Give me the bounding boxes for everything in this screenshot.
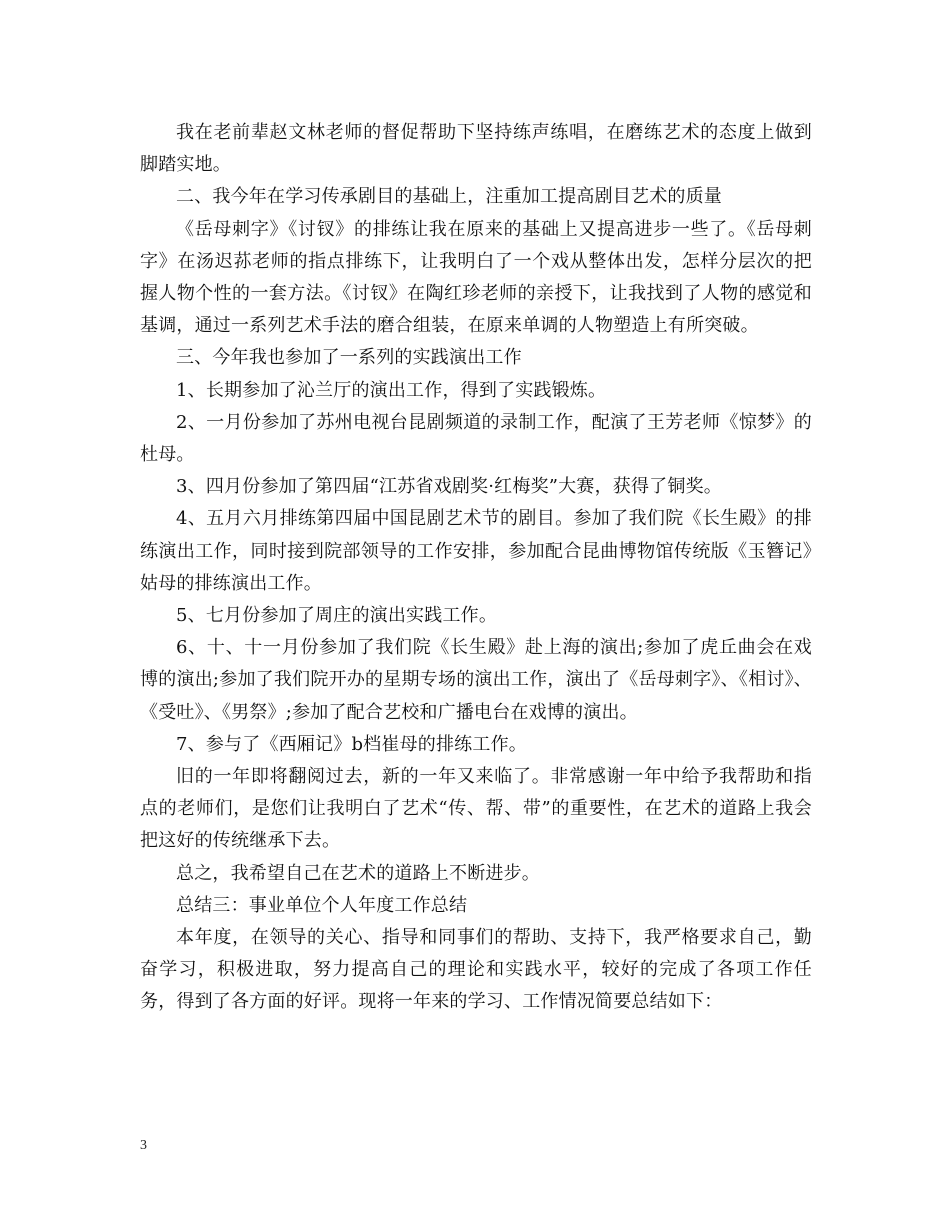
- list-item-2: 2、一月份参加了苏州电视台昆剧频道的录制工作，配演了王芳老师《惊梦》的杜母。: [140, 411, 812, 466]
- list-item-6: 6、十、十一月份参加了我们院《长生殿》赴上海的演出;参加了虎丘曲会在戏博的演出;参加了我们院开办的星期专场的演出工作，演出了《岳母刺字》、《相讨》、《受吐》、《男祭》;参加了配合艺校和广播电台在戏博的演出。: [140, 637, 812, 723]
- paragraph-summary-intro: 本年度，在领导的关心、指导和同事们的帮助、支持下，我严格要求自己，勤奋学习，积极进取，努力提高自己的理论和实践水平，较好的完成了各项工作任务，得到了各方面的好评。现将一年来的学习、工作情况简要总结如下：: [140, 927, 812, 1013]
- page-number: 3: [140, 1138, 147, 1153]
- paragraph-continuation: 我在老前辈赵文林老师的督促帮助下坚持练声练唱，在磨练艺术的态度上做到脚踏实地。: [140, 122, 812, 176]
- paragraph-repertoire: 《岳母刺字》《讨钗》的排练让我在原来的基础上又提高进步一些了。《岳母刺字》在汤迟荪老师的指点排练下，让我明白了一个戏从整体出发，怎样分层次的把握人物个性的一套方法。《讨钗》在陶红珍老师的亲授下，让我找到了人物的感觉和基调，通过一系列艺术手法的磨合组装，在原来单调的人物塑造上有所突破。: [140, 218, 812, 337]
- list-item-3: 3、四月份参加了第四届“江苏省戏剧奖·红梅奖”大赛，获得了铜奖。: [176, 476, 722, 498]
- list-item-5: 5、七月份参加了周庄的演出实践工作。: [176, 605, 498, 627]
- paragraph-conclusion: 总之，我希望自己在艺术的道路上不断进步。: [176, 862, 540, 884]
- summary-heading: 总结三：事业单位个人年度工作总结: [176, 894, 468, 916]
- list-item-7: 7、参与了《西厢记》b档崔母的排练工作。: [176, 733, 527, 755]
- paragraph-thanks: 旧的一年即将翻阅过去，新的一年又来临了。非常感谢一年中给予我帮助和指点的老师们，是您们让我明白了艺术“传、帮、带”的重要性，在艺术的道路上我会把这好的传统继承下去。: [140, 766, 812, 852]
- section-heading-3: 三、今年我也参加了一系列的实践演出工作: [176, 347, 522, 369]
- document-body: [140, 117, 812, 1019]
- section-heading-2: 二、我今年在学习传承剧目的基础上，注重加工提高剧目艺术的质量: [176, 186, 722, 208]
- list-item-1: 1、长期参加了沁兰厅的演出工作，得到了实践锻炼。: [176, 379, 607, 401]
- list-item-4: 4、五月六月排练第四届中国昆剧艺术节的剧目。参加了我们院《长生殿》的排练演出工作，同时接到院部领导的工作安排，参加配合昆曲博物馆传统版《玉簪记》姑母的排练演出工作。: [140, 508, 812, 594]
